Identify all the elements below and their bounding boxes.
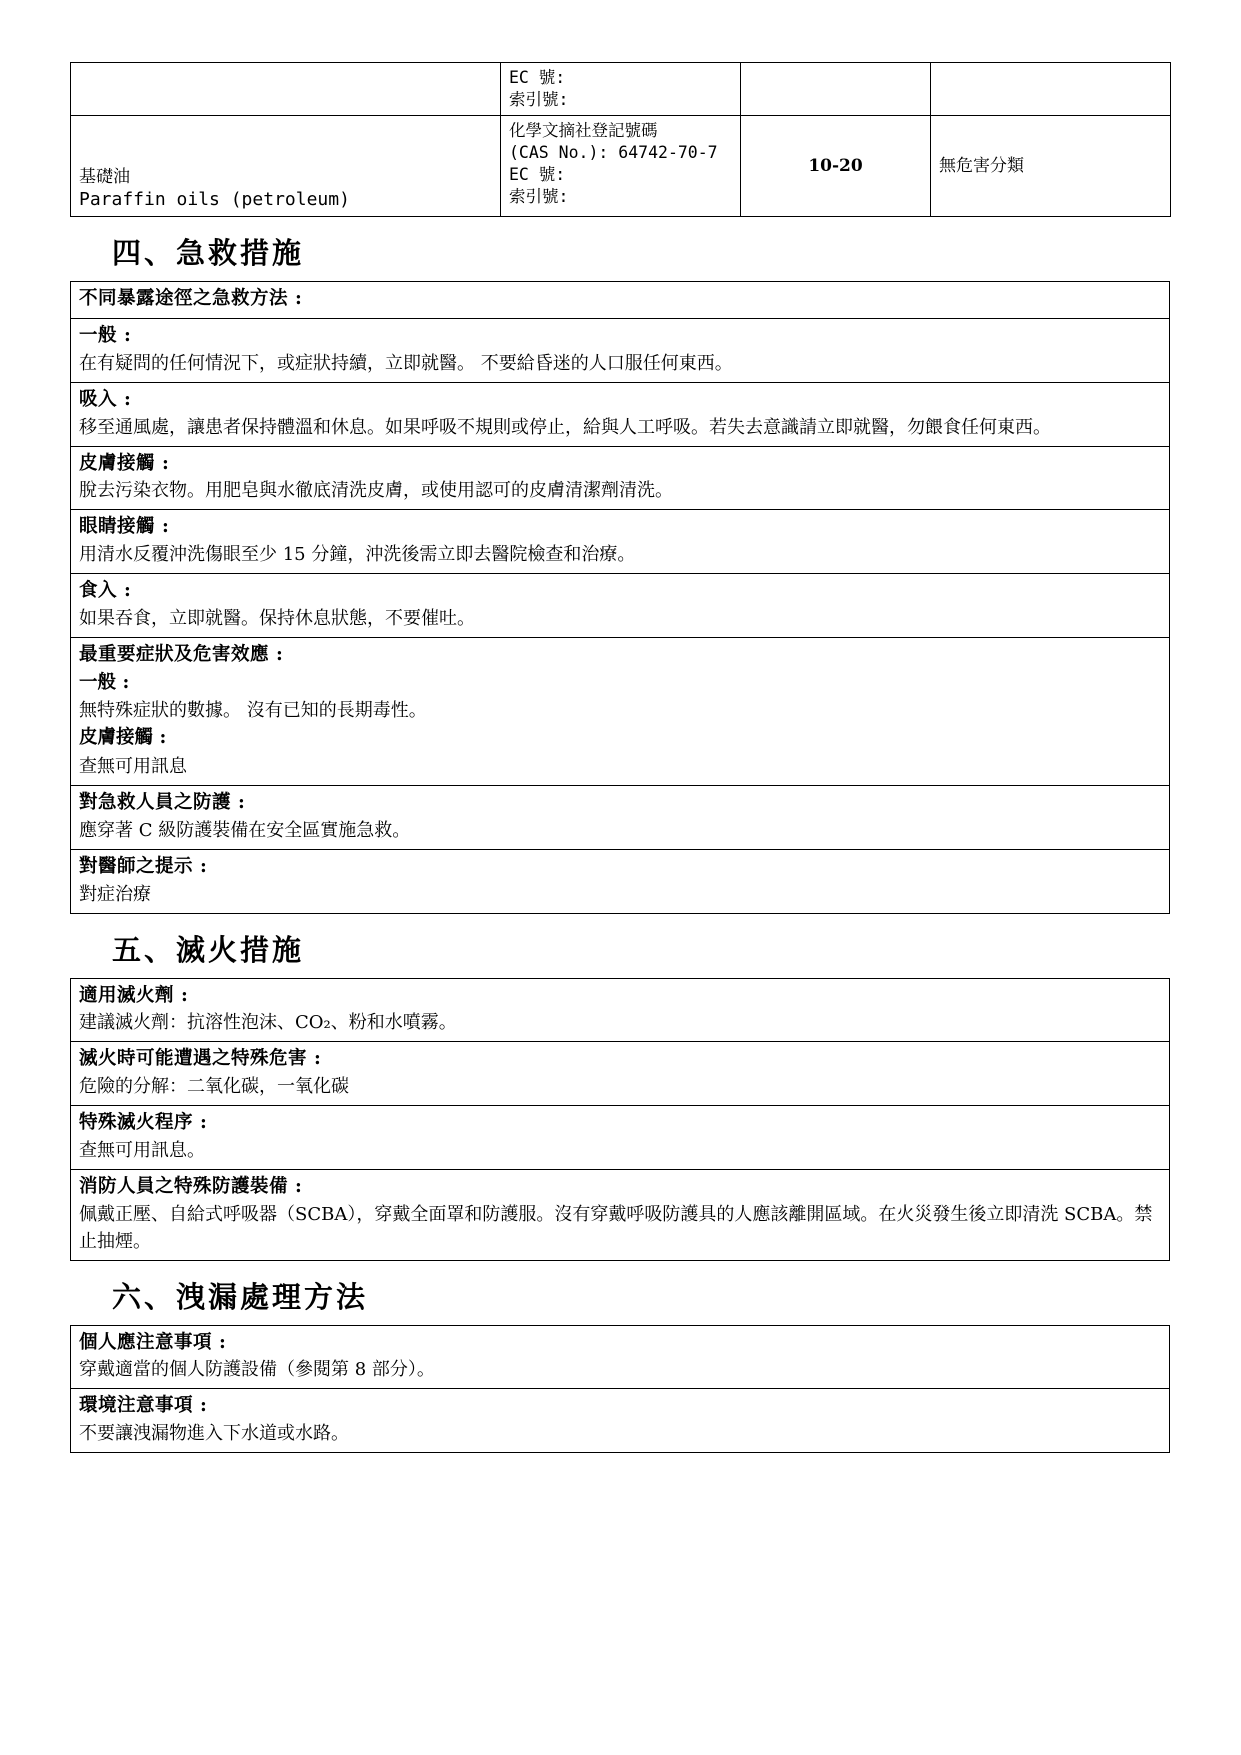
- table-row: [71, 446, 1170, 510]
- first-aid-table: [70, 281, 1170, 913]
- table-row: [71, 1169, 1170, 1260]
- block-title: 眼睛接觸 :: [79, 516, 170, 538]
- first-aid-routes-cell: [71, 282, 1170, 319]
- firefighter-ppe-cell: [71, 1169, 1170, 1260]
- block-body: 脫去污染衣物。用肥皂與水徹底清洗皮膚，或使用認可的皮膚清潔劑清洗。: [79, 480, 673, 502]
- first-aid-ingestion-cell: [71, 574, 1170, 638]
- ec-number-label: EC 號:: [509, 68, 566, 87]
- substance-name-en: Paraffin oils (petroleum): [79, 189, 350, 211]
- cell-empty-classification: [931, 63, 1171, 116]
- block-body: 如果吞食，立即就醫。保持休息狀態，不要催吐。: [79, 607, 475, 629]
- block-title: 對醫師之提示 :: [79, 855, 208, 877]
- cell-hazard-classification: 無危害分類: [931, 115, 1171, 217]
- special-procedures-cell: [71, 1106, 1170, 1170]
- block-body: 移至通風處，讓患者保持體溫和休息。如果呼吸不規則或停止，給與人工呼吸。若失去意識請立即就醫，勿餵食任何東西。: [79, 416, 1051, 438]
- section-heading-first-aid: 四、急救措施: [112, 236, 305, 271]
- table-row: [71, 282, 1170, 319]
- cell-empty-percent: [741, 63, 931, 116]
- block-subtitle-skin: 皮膚接觸 :: [79, 727, 167, 749]
- block-title: 環境注意事項 :: [79, 1395, 208, 1417]
- notes-to-physician-cell: [71, 849, 1170, 913]
- block-body: 用清水反覆沖洗傷眼至少 15 分鐘，沖洗後需立即去醫院檢查和治療。: [79, 544, 636, 566]
- block-body: 應穿著 C 級防護裝備在安全區實施急救。: [79, 819, 411, 841]
- ec-number-label: EC 號:: [509, 164, 566, 184]
- block-body: 在有疑問的任何情況下，或症狀持續，立即就醫。 不要給昏迷的人口服任何東西。: [79, 352, 733, 374]
- table-row: [71, 115, 1171, 217]
- first-aid-general-cell: [71, 319, 1170, 383]
- block-title: 一般 :: [79, 325, 132, 347]
- block-title: 滅火時可能遭遇之特殊危害 :: [79, 1048, 322, 1070]
- first-aid-inhalation-cell: [71, 382, 1170, 446]
- accidental-release-table: [70, 1325, 1170, 1454]
- most-important-symptoms-cell: [71, 637, 1170, 785]
- block-body: 對症治療: [79, 883, 151, 905]
- index-number-label: 索引號:: [509, 186, 569, 206]
- block-body-general: 無特殊症狀的數據。 沒有已知的長期毒性。: [79, 700, 427, 722]
- block-title: 吸入 :: [79, 388, 132, 410]
- cell-percent-range: 10-20: [741, 115, 931, 217]
- table-row: [71, 510, 1170, 574]
- table-row: [71, 382, 1170, 446]
- cell-ec-index-top: [501, 63, 741, 116]
- special-hazards-cell: [71, 1042, 1170, 1106]
- block-body: 穿戴適當的個人防護設備（參閱第 8 部分）。: [79, 1359, 435, 1381]
- block-body-skin: 查無可用訊息: [79, 756, 187, 778]
- block-body: 危險的分解：二氧化碳，一氧化碳: [79, 1076, 349, 1098]
- table-row: [71, 1106, 1170, 1170]
- cas-label: 化學文摘社登記號碼: [509, 120, 658, 140]
- table-row: [71, 1389, 1170, 1453]
- fire-fighting-table: [70, 978, 1170, 1261]
- table-row: [71, 63, 1171, 116]
- table-row: [71, 319, 1170, 383]
- block-title: 食入 :: [79, 580, 132, 602]
- block-subtitle-general: 一般 :: [79, 671, 130, 693]
- block-body: 不要讓洩漏物進入下水道或水路。: [79, 1423, 349, 1445]
- block-title: 特殊滅火程序 :: [79, 1112, 208, 1134]
- index-number-label: 索引號:: [509, 89, 569, 109]
- block-title: 對急救人員之防護 :: [79, 792, 246, 814]
- personal-precautions-cell: [71, 1325, 1170, 1389]
- cas-value: (CAS No.): 64742-70-7: [509, 142, 718, 162]
- ingredient-table-wrapper: [70, 62, 1171, 217]
- block-body: 查無可用訊息。: [79, 1139, 205, 1161]
- table-row: [71, 978, 1170, 1042]
- table-row: [71, 1042, 1170, 1106]
- block-title: 個人應注意事項 :: [79, 1331, 227, 1353]
- block-title: 不同暴露途徑之急救方法 :: [79, 288, 303, 310]
- table-row: [71, 786, 1170, 850]
- table-row: [71, 849, 1170, 913]
- cell-substance-name: [71, 115, 501, 217]
- first-aid-eye-cell: [71, 510, 1170, 574]
- first-aid-skin-cell: [71, 446, 1170, 510]
- environmental-precautions-cell: [71, 1389, 1170, 1453]
- cell-cas-details: [501, 115, 741, 217]
- extinguishing-media-cell: [71, 978, 1170, 1042]
- block-title: 適用滅火劑 :: [79, 984, 189, 1006]
- cell-empty-name: [71, 63, 501, 116]
- table-row: [71, 574, 1170, 638]
- block-title: 皮膚接觸 :: [79, 452, 170, 474]
- table-row: [71, 637, 1170, 785]
- ingredient-table: [70, 62, 1171, 217]
- substance-name-zh: 基礎油: [79, 166, 130, 187]
- block-body: 建議滅火劑：抗溶性泡沫、CO₂、粉和水噴霧。: [79, 1012, 457, 1034]
- table-row: [71, 1325, 1170, 1389]
- section-heading-fire-fighting: 五、滅火措施: [112, 932, 305, 967]
- responder-protection-cell: [71, 786, 1170, 850]
- block-title: 消防人員之特殊防護裝備 :: [79, 1175, 303, 1197]
- block-title: 最重要症狀及危害效應 :: [79, 643, 284, 665]
- block-body: 佩戴正壓、自給式呼吸器（SCBA），穿戴全面罩和防護服。沒有穿戴呼吸防護具的人應該離開區域。在火災發生後立即清洗 SCBA。禁止抽煙。: [79, 1203, 1153, 1252]
- section-heading-accidental-release: 六、洩漏處理方法: [112, 1279, 369, 1314]
